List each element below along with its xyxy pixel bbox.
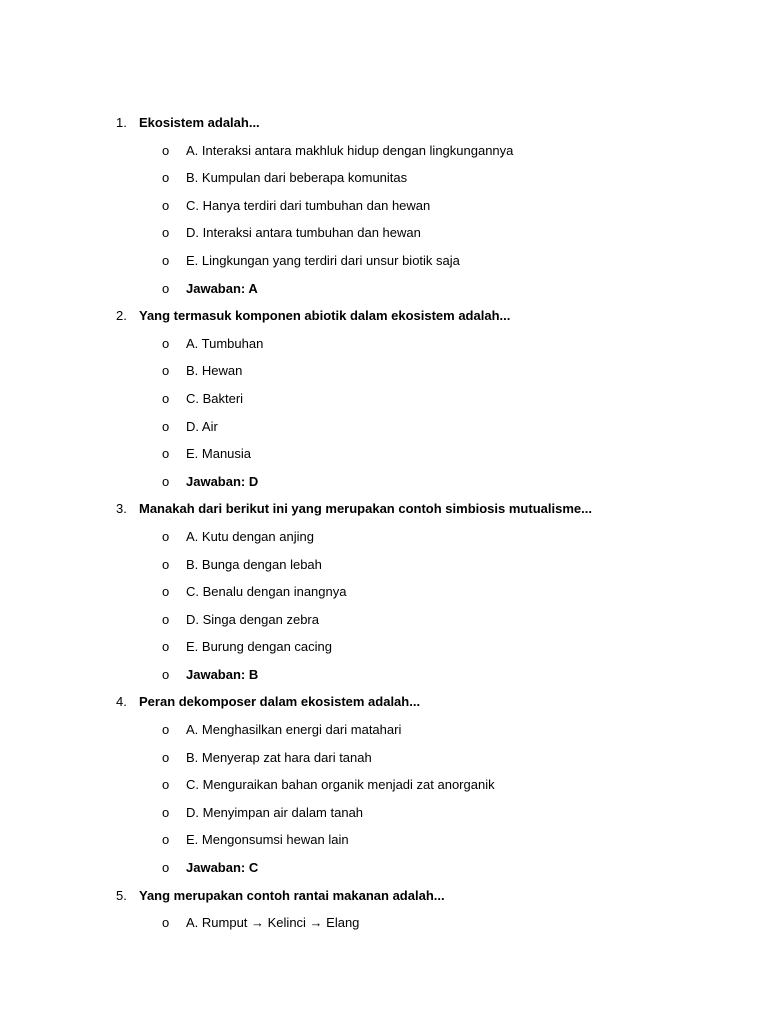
question-row [0,302,768,330]
question-row [0,688,768,716]
option-text: E. Burung dengan cacing [186,639,332,655]
bullet-icon: o [162,528,170,544]
bullet-icon: o [162,446,170,462]
option-text: D. Menyimpan air dalam tanah [186,804,364,820]
option-row [0,413,768,441]
option-row [0,799,768,827]
option-row [0,330,768,358]
option-row [0,137,768,165]
option-row [0,744,768,772]
answer-row [0,468,768,496]
option-text: C. Menguraikan bahan organik menjadi zat anorganik [186,777,495,793]
question-text: Ekosistem adalah... [139,115,260,130]
bullet-icon: o [162,335,170,351]
option-text: C. Hanya terdiri dari tumbuhan dan hewan [186,197,431,213]
bullet-icon: o [162,170,170,186]
option-row [0,578,768,606]
bullet-icon: o [162,197,170,213]
option-row [0,192,768,220]
question-row [0,495,768,523]
option-row [0,826,768,854]
bullet-icon: o [162,584,170,600]
option-text: C. Benalu dengan inangnya [186,584,347,600]
option-row [0,716,768,744]
option-text: A. Rumput → Kelinci → Elang [186,915,360,931]
option-row [0,440,768,468]
bullet-icon: o [162,142,170,158]
bullet-icon: o [162,252,170,268]
answer-row [0,854,768,882]
answer-text: Jawaban: D [186,473,259,489]
bullet-icon: o [162,915,170,931]
bullet-icon: o [162,832,170,848]
question-number: 2. [116,308,127,324]
bullet-icon: o [162,666,170,682]
option-text: E. Lingkungan yang terdiri dari unsur biotik saja [186,252,460,268]
question-number: 3. [116,501,127,517]
option-text: B. Kumpulan dari beberapa komunitas [186,170,408,186]
option-row [0,771,768,799]
bullet-icon: o [162,280,170,296]
option-row [0,523,768,551]
answer-row [0,275,768,303]
bullet-icon: o [162,556,170,572]
document-page [0,109,768,937]
bullet-icon: o [162,860,170,876]
option-text: D. Interaksi antara tumbuhan dan hewan [186,225,421,241]
bullet-icon: o [162,473,170,489]
bullet-icon: o [162,777,170,793]
option-text: B. Hewan [186,363,243,379]
option-row [0,909,768,937]
option-text: A. Tumbuhan [186,335,264,351]
bullet-icon: o [162,749,170,765]
bullet-icon: o [162,639,170,655]
option-row [0,385,768,413]
option-text: A. Kutu dengan anjing [186,528,314,544]
bullet-icon: o [162,804,170,820]
bullet-icon: o [162,722,170,738]
option-row [0,357,768,385]
question-number: 4. [116,694,127,710]
bullet-icon: o [162,390,170,406]
question-number: 5. [116,887,127,903]
question-text: Manakah dari berikut ini yang merupakan contoh simbiosis mutualisme... [139,501,592,517]
question-number: 1. [116,115,127,130]
option-row [0,551,768,579]
question-text: Yang merupakan contoh rantai makanan adalah... [139,887,445,903]
option-text: A. Interaksi antara makhluk hidup dengan lingkungannya [186,142,514,158]
option-row [0,247,768,275]
option-text: B. Bunga dengan lebah [186,556,322,572]
answer-text: Jawaban: A [186,280,258,296]
answer-row [0,661,768,689]
question-text: Yang termasuk komponen abiotik dalam ekosistem adalah... [139,308,511,324]
answer-text: Jawaban: B [186,666,259,682]
option-text: E. Manusia [186,446,252,462]
question-text: Peran dekomposer dalam ekosistem adalah... [139,694,421,710]
option-row [0,606,768,634]
question-row [0,882,768,910]
option-row [0,633,768,661]
option-text: E. Mengonsumsi hewan lain [186,832,349,848]
answer-text: Jawaban: C [186,860,259,876]
option-text: B. Menyerap zat hara dari tanah [186,749,372,765]
bullet-icon: o [162,418,170,434]
option-text: A. Menghasilkan energi dari matahari [186,722,402,738]
bullet-icon: o [162,363,170,379]
option-row [0,164,768,192]
bullet-icon: o [162,611,170,627]
option-text: C. Bakteri [186,390,244,406]
option-row [0,219,768,247]
option-text: D. Singa dengan zebra [186,611,319,627]
option-text: D. Air [186,418,218,434]
bullet-icon: o [162,225,170,241]
question-row [0,109,768,137]
